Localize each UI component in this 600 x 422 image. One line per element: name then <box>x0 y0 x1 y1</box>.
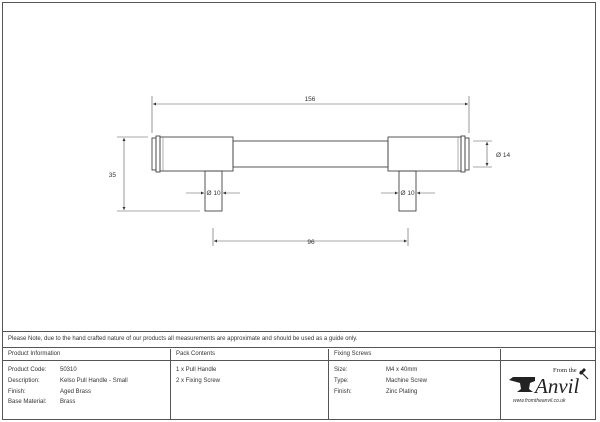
description-value: Kelso Pull Handle - Small <box>60 378 128 384</box>
central-bar <box>233 141 388 167</box>
note-rule <box>2 347 596 348</box>
panel-top-rule <box>2 331 596 332</box>
pack-item: 1 x Pull Handle <box>176 367 217 373</box>
description-label: Description: <box>8 378 40 384</box>
dim-height <box>117 137 200 211</box>
screw-type-value: Machine Screw <box>386 378 428 384</box>
left-collar <box>160 137 233 171</box>
from-the-anvil-logo <box>505 362 593 418</box>
screw-type-label: Type: <box>334 378 349 384</box>
finish-value: Aged Brass <box>60 389 92 395</box>
right-collar <box>388 137 461 171</box>
screw-finish-value: Zinc Plating <box>386 389 418 395</box>
dim-overall-length-label: 156 <box>304 96 316 103</box>
screw-finish-label: Finish: <box>334 389 352 395</box>
screw-size-value: M4 x 40mm <box>386 367 418 373</box>
pack-contents-header: Pack Contents <box>176 351 216 357</box>
column-divider-3 <box>500 349 501 420</box>
screw-size-label: Size: <box>334 367 348 373</box>
fixing-screws-header: Fixing Screws <box>334 351 372 357</box>
column-divider-1 <box>170 349 171 420</box>
product-info-header: Product Information <box>8 351 61 357</box>
dim-left-leg-diameter-label: Ø 10 <box>206 190 221 197</box>
dim-bar-diameter <box>473 141 492 167</box>
dim-height-label: 35 <box>108 172 116 179</box>
dim-right-leg-diameter-label: Ø 10 <box>400 190 415 197</box>
logo-name: Anvil <box>535 374 580 398</box>
logo-from-the: From the <box>553 367 577 374</box>
base-material-label: Base Material: <box>8 399 47 405</box>
anvil-icon <box>509 377 535 392</box>
dim-centres-label: 96 <box>307 239 315 246</box>
product-code-value: 50310 <box>60 367 77 373</box>
collar-detail-lines <box>163 137 458 171</box>
pack-item: 2 x Fixing Screw <box>176 378 221 384</box>
right-end-cap-inner <box>461 136 465 172</box>
right-end-cap-outer <box>465 138 469 170</box>
product-code-label: Product Code: <box>8 367 47 373</box>
header-rule <box>2 360 596 361</box>
handle-outline <box>152 136 469 211</box>
base-material-value: Brass <box>60 399 76 405</box>
finish-label: Finish: <box>8 389 26 395</box>
left-end-cap-outer <box>152 138 156 170</box>
hammer-icon <box>579 368 588 379</box>
disclaimer-note: Please Note, due to the hand crafted nature of our products all measurements are approximate and should be used as a guide only. <box>8 336 358 342</box>
dim-bar-diameter-label: Ø 14 <box>496 152 511 159</box>
logo-url: www.fromtheanvil.co.uk <box>513 398 566 404</box>
column-divider-2 <box>328 349 329 420</box>
left-end-cap-inner <box>156 136 160 172</box>
